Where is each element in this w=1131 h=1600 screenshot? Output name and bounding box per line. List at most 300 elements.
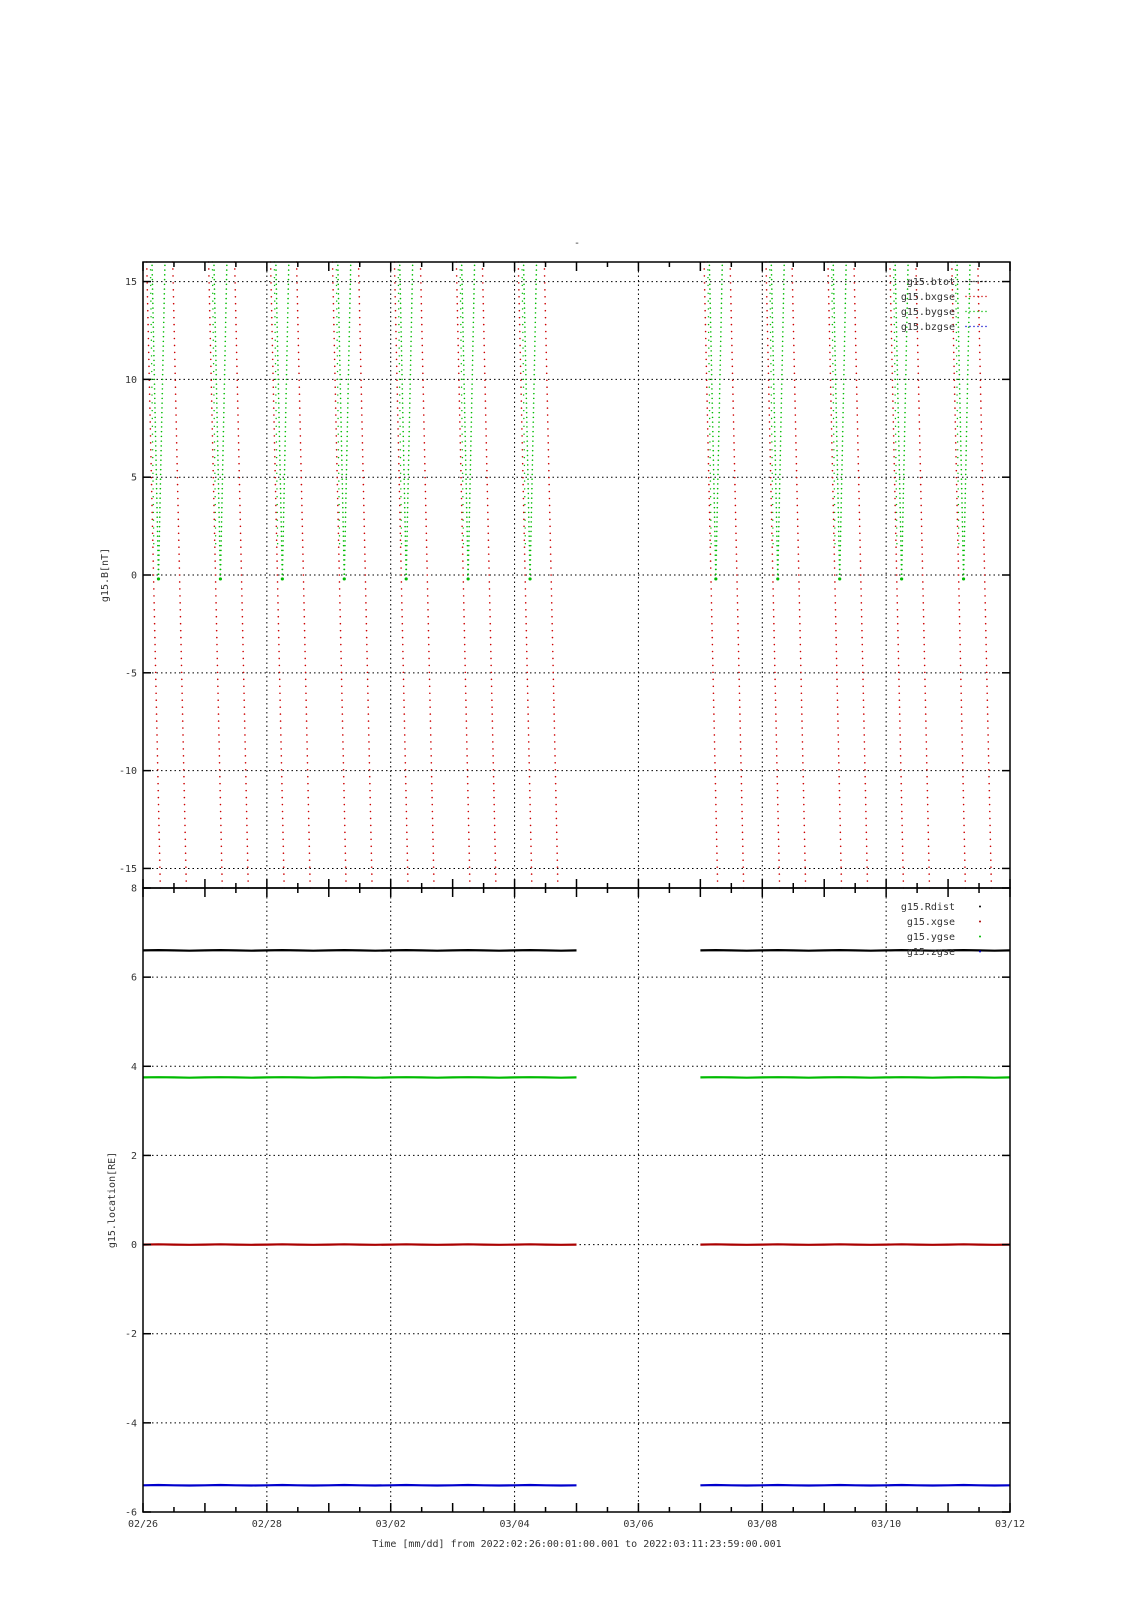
- bxgse-point: [275, 484, 277, 486]
- bxgse-point: [148, 372, 150, 374]
- bygse-point: [523, 418, 524, 419]
- bygse-point: [151, 274, 153, 276]
- bxgse-point: [736, 574, 738, 576]
- bxgse-point: [979, 359, 981, 361]
- bxgse-point: [151, 484, 153, 486]
- bxgse-point: [246, 832, 248, 834]
- bxgse-point: [765, 268, 767, 270]
- bxgse-point: [402, 637, 404, 639]
- bxgse-point: [457, 317, 459, 319]
- bxgse-point: [150, 470, 152, 472]
- bxgse-point: [988, 762, 990, 764]
- bxgse-point: [246, 839, 248, 841]
- bxgse-point: [989, 790, 991, 792]
- bygse-point: [775, 459, 777, 461]
- bygse-point: [402, 426, 404, 428]
- bxgse-point: [768, 400, 770, 402]
- bxgse-point: [421, 303, 423, 305]
- bygse-point: [840, 507, 842, 509]
- bxgse-point: [301, 505, 303, 507]
- bxgse-point: [898, 692, 900, 694]
- bxgse-point: [922, 602, 924, 604]
- bxgse-point: [403, 713, 405, 715]
- bygse-point: [719, 407, 721, 409]
- bygse-point: [214, 465, 215, 466]
- bxgse-point: [491, 713, 493, 715]
- bygse-point: [907, 274, 909, 276]
- bygse-point: [460, 277, 461, 278]
- bxgse-point: [490, 651, 492, 653]
- bygse-point: [277, 360, 279, 362]
- bxgse-point: [794, 386, 796, 388]
- bygse-point: [839, 550, 841, 552]
- bygse-point: [532, 459, 534, 461]
- bxgse-point: [549, 519, 551, 521]
- bxgse-point: [460, 463, 462, 465]
- bygse-point: [781, 360, 783, 362]
- bygse-point: [967, 379, 969, 381]
- bygse-point: [895, 288, 897, 290]
- bxgse-point: [771, 526, 773, 528]
- bygse-point: [215, 355, 217, 357]
- bxgse-point: [361, 400, 363, 402]
- bxgse-point: [151, 505, 153, 507]
- bygse-point: [398, 277, 399, 278]
- bxgse-point: [891, 345, 893, 347]
- bygse-point: [461, 371, 462, 372]
- bygse-point: [462, 312, 464, 314]
- bygse-point: [473, 284, 475, 286]
- bygse-point: [221, 497, 223, 499]
- magnetic-field-legend-swatch: [969, 311, 970, 312]
- bygse-point: [402, 421, 404, 423]
- bxgse-point: [370, 845, 372, 847]
- bygse-point: [285, 431, 287, 433]
- bxgse-point: [397, 421, 399, 423]
- location-ytick-label: -6: [124, 1507, 137, 1519]
- bygse-point: [471, 388, 473, 390]
- bxgse-point: [158, 818, 160, 820]
- bygse-point: [523, 269, 525, 271]
- bygse-point: [224, 355, 226, 357]
- bygse-point: [347, 426, 349, 428]
- bxgse-point: [150, 456, 152, 458]
- bygse-point: [275, 274, 277, 276]
- bygse-point: [836, 431, 838, 433]
- bxgse-point: [733, 449, 735, 451]
- bxgse-point: [147, 303, 149, 305]
- bygse-point: [218, 516, 220, 518]
- g15-zgse-line: [700, 1485, 1010, 1486]
- bxgse-point: [305, 685, 307, 687]
- bygse-point: [276, 504, 277, 505]
- bygse-point: [530, 554, 532, 556]
- bygse-point: [349, 322, 351, 324]
- bygse-point: [526, 402, 528, 404]
- bygse-point: [412, 269, 414, 271]
- bxgse-point: [924, 672, 926, 674]
- bxgse-point: [923, 609, 925, 611]
- bygse-point: [841, 464, 843, 466]
- bygse-point: [836, 440, 838, 442]
- bxgse-point: [365, 609, 367, 611]
- bxgse-point: [861, 609, 863, 611]
- bygse-point: [773, 374, 775, 376]
- bygse-point: [957, 473, 958, 474]
- bxgse-point: [342, 713, 344, 715]
- bxgse-point: [370, 804, 372, 806]
- bxgse-point: [461, 526, 463, 528]
- bxgse-point: [299, 400, 301, 402]
- magnetic-field-legend-label: g15.bzgse: [900, 322, 955, 333]
- bxgse-point: [241, 595, 243, 597]
- bxgse-point: [247, 873, 249, 875]
- bxgse-point: [358, 275, 360, 277]
- bxgse-point: [183, 776, 185, 778]
- bxgse-point: [242, 623, 244, 625]
- bygse-point: [409, 398, 411, 400]
- bygse-point: [337, 371, 338, 372]
- bygse-point: [221, 526, 223, 528]
- bxgse-point: [155, 658, 157, 660]
- bxgse-point: [396, 366, 398, 368]
- bygse-point: [716, 550, 718, 552]
- bygse-point: [214, 293, 216, 295]
- bxgse-point: [237, 393, 239, 395]
- bygse-point: [901, 569, 903, 571]
- bxgse-point: [527, 699, 529, 701]
- bygse-point: [343, 540, 345, 542]
- bygse-point: [962, 531, 964, 533]
- bxgse-point: [212, 442, 214, 444]
- bygse-point: [771, 288, 773, 290]
- bxgse-point: [776, 769, 778, 771]
- bxgse-point: [917, 359, 919, 361]
- bxgse-point: [832, 463, 834, 465]
- bygse-point: [470, 450, 472, 452]
- bygse-point: [348, 379, 350, 381]
- bxgse-point: [832, 470, 834, 472]
- bxgse-point: [990, 866, 992, 868]
- bxgse-point: [213, 484, 215, 486]
- bxgse-point: [405, 769, 407, 771]
- bygse-point: [895, 298, 897, 300]
- bygse-point: [897, 383, 899, 385]
- bxgse-point: [957, 546, 959, 548]
- bxgse-point: [220, 818, 222, 820]
- bygse-point: [833, 269, 835, 271]
- bxgse-point: [928, 852, 930, 854]
- bygse-point: [220, 550, 222, 552]
- magnetic-field-legend-swatch: [969, 281, 970, 282]
- bxgse-point: [490, 644, 492, 646]
- bygse-point: [283, 512, 285, 514]
- bygse-point: [842, 407, 844, 409]
- bxgse-point: [778, 832, 780, 834]
- bxgse-point: [491, 679, 493, 681]
- bxgse-point: [797, 512, 799, 514]
- bygse-point: [715, 564, 717, 566]
- bygse-point: [721, 303, 723, 305]
- bygse-point: [466, 512, 468, 514]
- bxgse-point: [854, 303, 856, 305]
- bxgse-point: [926, 783, 928, 785]
- bygse-point: [276, 293, 278, 295]
- bxgse-point: [464, 630, 466, 632]
- bxgse-point: [960, 665, 962, 667]
- bxgse-point: [921, 546, 923, 548]
- bygse-point: [834, 488, 835, 489]
- bxgse-point: [273, 428, 275, 430]
- bxgse-point: [957, 526, 959, 528]
- bygse-point: [898, 440, 900, 442]
- bxgse-point: [345, 866, 347, 868]
- bygse-point: [151, 402, 152, 403]
- bygse-point: [473, 322, 475, 324]
- bygse-point: [528, 521, 530, 523]
- bygse-point: [151, 332, 152, 333]
- bxgse-point: [149, 386, 151, 388]
- bxgse-point: [552, 665, 554, 667]
- magnetic-field-ytick-label: 10: [124, 374, 137, 386]
- bxgse-point: [769, 414, 771, 416]
- bygse-point: [524, 504, 525, 505]
- bygse-point: [283, 531, 285, 533]
- bxgse-point: [221, 880, 223, 882]
- bxgse-point: [274, 442, 276, 444]
- bygse-point: [215, 341, 217, 343]
- bxgse-point: [961, 706, 963, 708]
- bygse-point: [895, 307, 897, 309]
- bxgse-point: [244, 748, 246, 750]
- bxgse-point: [833, 546, 835, 548]
- bygse-point: [472, 364, 474, 366]
- bxgse-point: [830, 407, 832, 409]
- bygse-point: [721, 293, 723, 295]
- bxgse-point: [528, 741, 530, 743]
- bxgse-point: [928, 839, 930, 841]
- bygse-point: [783, 298, 785, 300]
- bxgse-point: [433, 859, 435, 861]
- bxgse-point: [983, 553, 985, 555]
- bxgse-point: [210, 338, 212, 340]
- bygse-point: [776, 521, 778, 523]
- bygse-point: [152, 288, 154, 290]
- bygse-point: [708, 300, 709, 301]
- bygse-point: [524, 303, 526, 305]
- bygse-point: [834, 480, 835, 481]
- bygse-point: [468, 540, 470, 542]
- bygse-point: [781, 364, 783, 366]
- bygse-point: [522, 355, 523, 356]
- bygse-point: [712, 445, 714, 447]
- bygse-point: [533, 374, 535, 376]
- bygse-point: [279, 478, 281, 480]
- bxgse-point: [182, 720, 184, 722]
- bygse-point: [224, 388, 226, 390]
- bygse-point: [151, 371, 152, 372]
- bygse-point: [958, 364, 960, 366]
- bygse-point: [834, 496, 835, 497]
- bygse-point: [462, 336, 464, 338]
- magnetic-field-legend-swatch: [965, 326, 966, 327]
- bxgse-point: [520, 379, 522, 381]
- bxgse-point: [518, 289, 520, 291]
- bxgse-point: [456, 268, 458, 270]
- bxgse-point: [246, 797, 248, 799]
- bxgse-point: [298, 359, 300, 361]
- bygse-point: [709, 441, 710, 442]
- bygse-point: [155, 459, 157, 461]
- bygse-point: [225, 307, 227, 309]
- bxgse-point: [272, 345, 274, 347]
- bxgse-point: [734, 477, 736, 479]
- bxgse-point: [180, 637, 182, 639]
- bxgse-point: [464, 665, 466, 667]
- bygse-point: [899, 497, 901, 499]
- bxgse-point: [860, 581, 862, 583]
- bxgse-point: [960, 672, 962, 674]
- bygse-point: [411, 307, 413, 309]
- bygse-point: [710, 336, 712, 338]
- bygse-point: [769, 293, 770, 294]
- bxgse-point: [987, 727, 989, 729]
- bxgse-point: [305, 692, 307, 694]
- bygse-point: [226, 284, 228, 286]
- bxgse-point: [433, 852, 435, 854]
- bygse-point: [154, 412, 156, 414]
- bxgse-point: [283, 880, 285, 882]
- bxgse-point: [296, 268, 298, 270]
- bxgse-point: [432, 832, 434, 834]
- bygse-point: [527, 488, 529, 490]
- bxgse-point: [989, 818, 991, 820]
- bxgse-point: [731, 338, 733, 340]
- bygse-point: [773, 398, 775, 400]
- bxgse-point: [982, 512, 984, 514]
- bygse-point: [833, 426, 834, 427]
- bygse-point: [902, 521, 904, 523]
- bxgse-point: [300, 449, 302, 451]
- bygse-point: [833, 303, 835, 305]
- bxgse-point: [156, 734, 158, 736]
- bygse-point: [904, 445, 906, 447]
- bxgse-point: [307, 769, 309, 771]
- bxgse-point: [158, 839, 160, 841]
- bxgse-point: [278, 623, 280, 625]
- bygse-point: [288, 279, 290, 281]
- bygse-point: [471, 379, 473, 381]
- bxgse-point: [334, 366, 336, 368]
- bxgse-point: [925, 734, 927, 736]
- bxgse-point: [984, 581, 986, 583]
- magnetic-field-legend-swatch: [969, 296, 970, 297]
- bxgse-point: [984, 595, 986, 597]
- bygse-point: [708, 324, 709, 325]
- bygse-point: [955, 269, 956, 270]
- bygse-point: [277, 345, 279, 347]
- bygse-point: [832, 363, 833, 364]
- bygse-point: [959, 383, 961, 385]
- bxgse-point: [926, 769, 928, 771]
- bxgse-point: [730, 310, 732, 312]
- bygse-point: [224, 369, 226, 371]
- bygse-point: [341, 464, 343, 466]
- bxgse-point: [148, 345, 150, 347]
- bygse-point: [464, 436, 466, 438]
- bygse-point: [277, 355, 279, 357]
- bygse-point: [964, 526, 966, 528]
- bxgse-point: [277, 595, 279, 597]
- bygse-point: [709, 303, 711, 305]
- bxgse-point: [490, 630, 492, 632]
- bxgse-point: [520, 386, 522, 388]
- bxgse-point: [406, 811, 408, 813]
- bygse-point: [401, 345, 403, 347]
- bygse-point: [283, 507, 285, 509]
- bygse-point: [276, 488, 277, 489]
- bxgse-point: [371, 852, 373, 854]
- bxgse-point: [460, 484, 462, 486]
- bygse-point: [399, 355, 400, 356]
- bxgse-point: [458, 393, 460, 395]
- bygse-point: [153, 350, 155, 352]
- bxgse-point: [358, 289, 360, 291]
- bygse-point: [399, 265, 401, 267]
- bygse-point: [216, 417, 218, 419]
- bxgse-point: [422, 379, 424, 381]
- magnetic-field-legend-swatch: [985, 311, 986, 312]
- bygse-point: [833, 449, 834, 450]
- bxgse-point: [214, 560, 216, 562]
- bxgse-point: [927, 825, 929, 827]
- bxgse-point: [333, 338, 335, 340]
- bxgse-point: [298, 352, 300, 354]
- bygse-point: [967, 350, 969, 352]
- bygse-point: [710, 355, 712, 357]
- bxgse-point: [964, 845, 966, 847]
- bxgse-point: [524, 581, 526, 583]
- bygse-point: [460, 347, 461, 348]
- bxgse-point: [241, 609, 243, 611]
- g15-Rdist-line: [700, 950, 1010, 951]
- bygse-point: [834, 341, 836, 343]
- bxgse-point: [713, 713, 715, 715]
- bygse-point: [153, 364, 155, 366]
- bygse-point: [156, 493, 158, 495]
- bxgse-point: [979, 372, 981, 374]
- bxgse-point: [365, 581, 367, 583]
- bygse-point: [349, 317, 351, 319]
- bxgse-point: [156, 727, 158, 729]
- bxgse-point: [369, 769, 371, 771]
- bygse-point: [833, 433, 834, 434]
- bygse-point: [337, 379, 338, 380]
- bxgse-point: [524, 539, 526, 541]
- bygse-point: [774, 421, 776, 423]
- bxgse-point: [242, 658, 244, 660]
- bygse-point: [280, 512, 282, 514]
- bxgse-point: [923, 623, 925, 625]
- bygse-point: [473, 317, 475, 319]
- bygse-point: [218, 483, 220, 485]
- bxgse-point: [433, 873, 435, 875]
- bygse-point: [966, 407, 968, 409]
- bxgse-point: [460, 477, 462, 479]
- bxgse-point: [861, 623, 863, 625]
- bxgse-point: [370, 825, 372, 827]
- bygse-point: [344, 564, 346, 566]
